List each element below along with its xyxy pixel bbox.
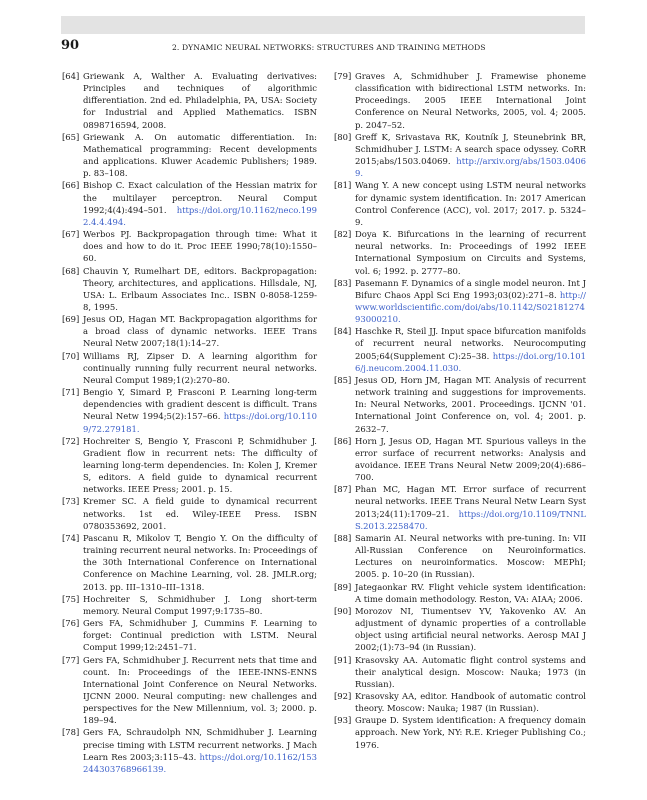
reference-text: Pascanu R, Mikolov T, Bengio Y. On the difficulty of training recurrent neural networks. In: Proceedings of the 30th International Conference on International Conference on Machine Learning, vol. 28. JMLR.org; 2013. pp. III–1310–III–1318. (83, 532, 317, 592)
reference-text: Phan MC, Hagan MT. Error surface of recurrent neural networks. IEEE Trans Neural Netw Learn Syst 2013;24(11):1709–21. (355, 484, 586, 519)
reference-text: Jategaonkar RV. Flight vehicle system identification: A time domain methodology. Reston, VA: AIAA; 2006. (355, 581, 586, 604)
reference-number: [80] (334, 131, 352, 142)
reference-number: [93] (334, 715, 352, 726)
reference-number: [75] (62, 593, 80, 604)
reference-number: [71] (62, 387, 80, 398)
reference-text: Morozov NI, Tiumentsev YV, Yakovenko AV. An adjustment of dynamic properties of a controllable object using artificial neural networks. Aerosp MAI J 2002;(1):73–94 (in Russian). (355, 605, 586, 653)
reference-entry (334, 228, 586, 277)
reference-entry (62, 265, 317, 314)
reference-text: Griewank A, Walther A. Evaluating derivatives: Principles and techniques of algorithmic differentiation. 2nd ed. Philadelphia, PA, USA: Society for Industrial and Applied Mathematics. ISBN 0898716594, 2008. (83, 71, 317, 130)
reference-text: Graves A, Schmidhuber J. Framewise phoneme classification with bidirectional LSTM networks. In: Proceedings. 2005 IEEE International Joint Conference on Neural Networks, 2005, vol. 4; 2005. p. 2047–52. (355, 71, 586, 130)
reference-text: Jesus OD, Hagan MT. Backpropagation algorithms for a broad class of dynamic networks. IEEE Trans Neural Netw 2007;18(1):14–27. (83, 314, 317, 349)
reference-entry (62, 350, 317, 386)
reference-text: Doya K. Bifurcations in the learning of recurrent neural networks. In: Proceedings of 1992 IEEE International Symposium on Circuits and Systems, vol. 6; 1992. p. 2777–80. (355, 229, 586, 276)
page-number: 90 (61, 38, 80, 53)
reference-number: [92] (334, 690, 352, 701)
reference-number: [68] (62, 265, 80, 276)
reference-entry (334, 581, 586, 605)
reference-number: [91] (334, 654, 352, 665)
reference-link[interactable]: https://doi.org/10.1109/72.279181. (83, 411, 317, 434)
reference-number: [72] (62, 435, 80, 446)
reference-number: [81] (334, 180, 352, 191)
reference-text: Hochreiter S, Bengio Y, Frasconi P, Schmidhuber J. Gradient flow in recurrent nets: The difficulty of learning long-term dependencies. In: Kolen J, Kremer S, editors. A field guide to dynamical recurrent networks. IEEE Press; 2001. p. 15. (83, 435, 317, 495)
reference-link[interactable]: http://www.worldscientific.com/doi/abs/10.1142/S0218127493000210. (355, 289, 586, 325)
reference-number: [82] (334, 229, 352, 240)
reference-number: [85] (334, 374, 352, 385)
reference-entry (334, 277, 586, 326)
header-bar (61, 16, 585, 34)
reference-number: [90] (334, 605, 352, 616)
reference-entry (62, 654, 317, 727)
reference-text: Chauvin Y, Rumelhart DE, editors. Backpropagation: Theory, architectures, and applications. Hillsdale, NJ, USA: L. Erlbaum Associates Inc.. ISBN 0-8058-1259-8, 1995. (83, 265, 317, 312)
reference-entry (334, 483, 586, 532)
reference-text: Hochreiter S, Schmidhuber J. Long short-term memory. Neural Comput 1997;9:1735–80. (83, 593, 317, 616)
reference-text: Haschke R, Steil JJ. Input space bifurcation manifolds of recurrent neural networks. Neurocomputing 2005;64(Supplement C):25–38. (355, 326, 586, 361)
reference-text: Samarin AI. Neural networks with pre-tuning. In: VII All-Russian Conference on Neuroinformatics. Lectures on neuroinformatics. Moscow: MEPhI; 2005. p. 10–20 (in Russian). (355, 532, 586, 580)
reference-text: Krasovsky AA, editor. Handbook of automatic control theory. Moscow: Nauka; 1987 (in Russian). (355, 690, 586, 714)
reference-link[interactable]: https://doi.org/10.1162/neco.1992.4.4.494. (83, 204, 317, 227)
reference-text: Williams RJ, Zipser D. A learning algorithm for continually running fully recurrent neural networks. Neural Comput 1989;1(2):270–80. (83, 350, 317, 385)
reference-entry (334, 435, 586, 484)
reference-column-right (334, 70, 586, 751)
reference-entry (62, 726, 317, 775)
reference-number: [89] (334, 581, 352, 592)
reference-number: [76] (62, 618, 80, 629)
reference-entry (334, 179, 586, 228)
reference-text: Greff K, Srivastava RK, Koutník J, Steunebrink BR, Schmidhuber J. LSTM: A search space odyssey. CoRR 2015;abs/1503.04069. (355, 131, 586, 167)
reference-number: [83] (334, 277, 352, 288)
reference-number: [79] (334, 71, 352, 81)
reference-entry (62, 532, 317, 593)
reference-entry (334, 654, 586, 690)
reference-text: Krasovsky AA. Automatic flight control systems and their analytical design. Moscow: Nauka; 1973 (in Russian). (355, 654, 586, 689)
reference-text: Pasemann F. Dynamics of a single model neuron. Int J Bifurc Chaos Appl Sci Eng 1993;03(02):271–8. (355, 277, 586, 300)
reference-number: [65] (62, 131, 80, 142)
reference-number: [88] (334, 532, 352, 543)
reference-text: Bengio Y, Simard P, Frasconi P. Learning long-term dependencies with gradient descent is difficult. Trans Neural Netw 1994;5(2):157–66. (83, 387, 317, 422)
reference-number: [64] (62, 71, 80, 81)
reference-text: Horn J, Jesus OD, Hagan MT. Spurious valleys in the error surface of recurrent networks: Analysis and avoidance. IEEE Trans Neural Netw 2009;20(4):686–700. (355, 435, 586, 483)
reference-entry (62, 495, 317, 531)
reference-entry (62, 179, 317, 228)
reference-text: Werbos PJ. Backpropagation through time: What it does and how to do it. Proc IEEE 1990;78(10):1550–60. (83, 229, 317, 264)
reference-link[interactable]: https://doi.org/10.1109/TNNLS.2013.2258470. (355, 508, 586, 531)
reference-entry (334, 714, 586, 750)
reference-number: [77] (62, 654, 80, 665)
reference-text: Gers FA, Schmidhuber J. Recurrent nets that time and count. In: Proceedings of the IEEE-INNS-ENNS International Joint Conference on Neural Networks. IJCNN 2000. Neural computing: new challenges and perspectives for the New Millennium, vol. 3; 2000. p. 189–94. (83, 654, 317, 726)
reference-entry (334, 131, 586, 180)
reference-entry (62, 131, 317, 180)
reference-entry (334, 532, 586, 581)
reference-entry (62, 386, 317, 435)
reference-number: [84] (334, 326, 352, 337)
reference-text: Kremer SC. A field guide to dynamical recurrent networks. 1st ed. Wiley-IEEE Press. ISBN 0780353692, 2001. (83, 496, 317, 531)
reference-text: Gers FA, Schraudolph NN, Schmidhuber J. Learning precise timing with LSTM recurrent networks. J Mach Learn Res 2003;3:115–43. (83, 727, 317, 762)
reference-entry (334, 605, 586, 654)
reference-entry (62, 435, 317, 496)
reference-entry (62, 70, 317, 131)
reference-text: Griewank A. On automatic differentiation. In: Mathematical programming: Recent developments and applications. Kluwer Academic Publishers; 1989. p. 83–108. (83, 131, 317, 179)
reference-number: [66] (62, 180, 80, 191)
reference-entry (62, 593, 317, 617)
reference-entry (334, 70, 586, 131)
reference-text: Bishop C. Exact calculation of the Hessian matrix for the multilayer perceptron. Neural Comput 1992;4(4):494–501. (83, 180, 317, 215)
reference-number: [87] (334, 484, 352, 495)
reference-entry (62, 617, 317, 653)
running-head: 2. DYNAMIC NEURAL NETWORKS: STRUCTURES AND TRAINING METHODS (172, 43, 486, 52)
reference-column-left (62, 70, 317, 775)
reference-link[interactable]: http://arxiv.org/abs/1503.04069. (355, 156, 586, 179)
reference-entry (62, 313, 317, 349)
reference-text: Gers FA, Schmidhuber J, Cummins F. Learning to forget: Continual prediction with LSTM. Neural Comput 1999;12:2451–71. (83, 618, 317, 653)
reference-entry (62, 228, 317, 264)
reference-link[interactable]: https://doi.org/10.1162/153244303768966139. (83, 751, 317, 774)
reference-text: Graupe D. System identification: A frequency domain approach. New York, NY: R.E. Krieger Publishing Co.; 1976. (355, 715, 586, 750)
reference-number: [67] (62, 229, 80, 240)
reference-number: [86] (334, 435, 352, 446)
reference-link[interactable]: https://doi.org/10.1016/j.neucom.2004.11.030. (355, 350, 586, 373)
reference-number: [74] (62, 532, 80, 543)
reference-text: Jesus OD, Horn JM, Hagan MT. Analysis of recurrent network training and suggestions for improvements. In: Neural Networks, 2001. Proceedings. IJCNN '01. International Joint Conference on, vol. 4; 2001. p. 2632–7. (355, 374, 586, 434)
reference-number: [69] (62, 314, 80, 325)
reference-number: [78] (62, 727, 80, 738)
reference-entry (334, 374, 586, 435)
reference-entry (334, 325, 586, 374)
reference-text: Wang Y. A new concept using LSTM neural networks for dynamic system identification. In: 2017 American Control Conference (ACC), vol. 2017; 2017. p. 5324–9. (355, 180, 586, 227)
reference-number: [73] (62, 496, 80, 507)
reference-number: [70] (62, 350, 80, 361)
reference-entry (334, 690, 586, 714)
